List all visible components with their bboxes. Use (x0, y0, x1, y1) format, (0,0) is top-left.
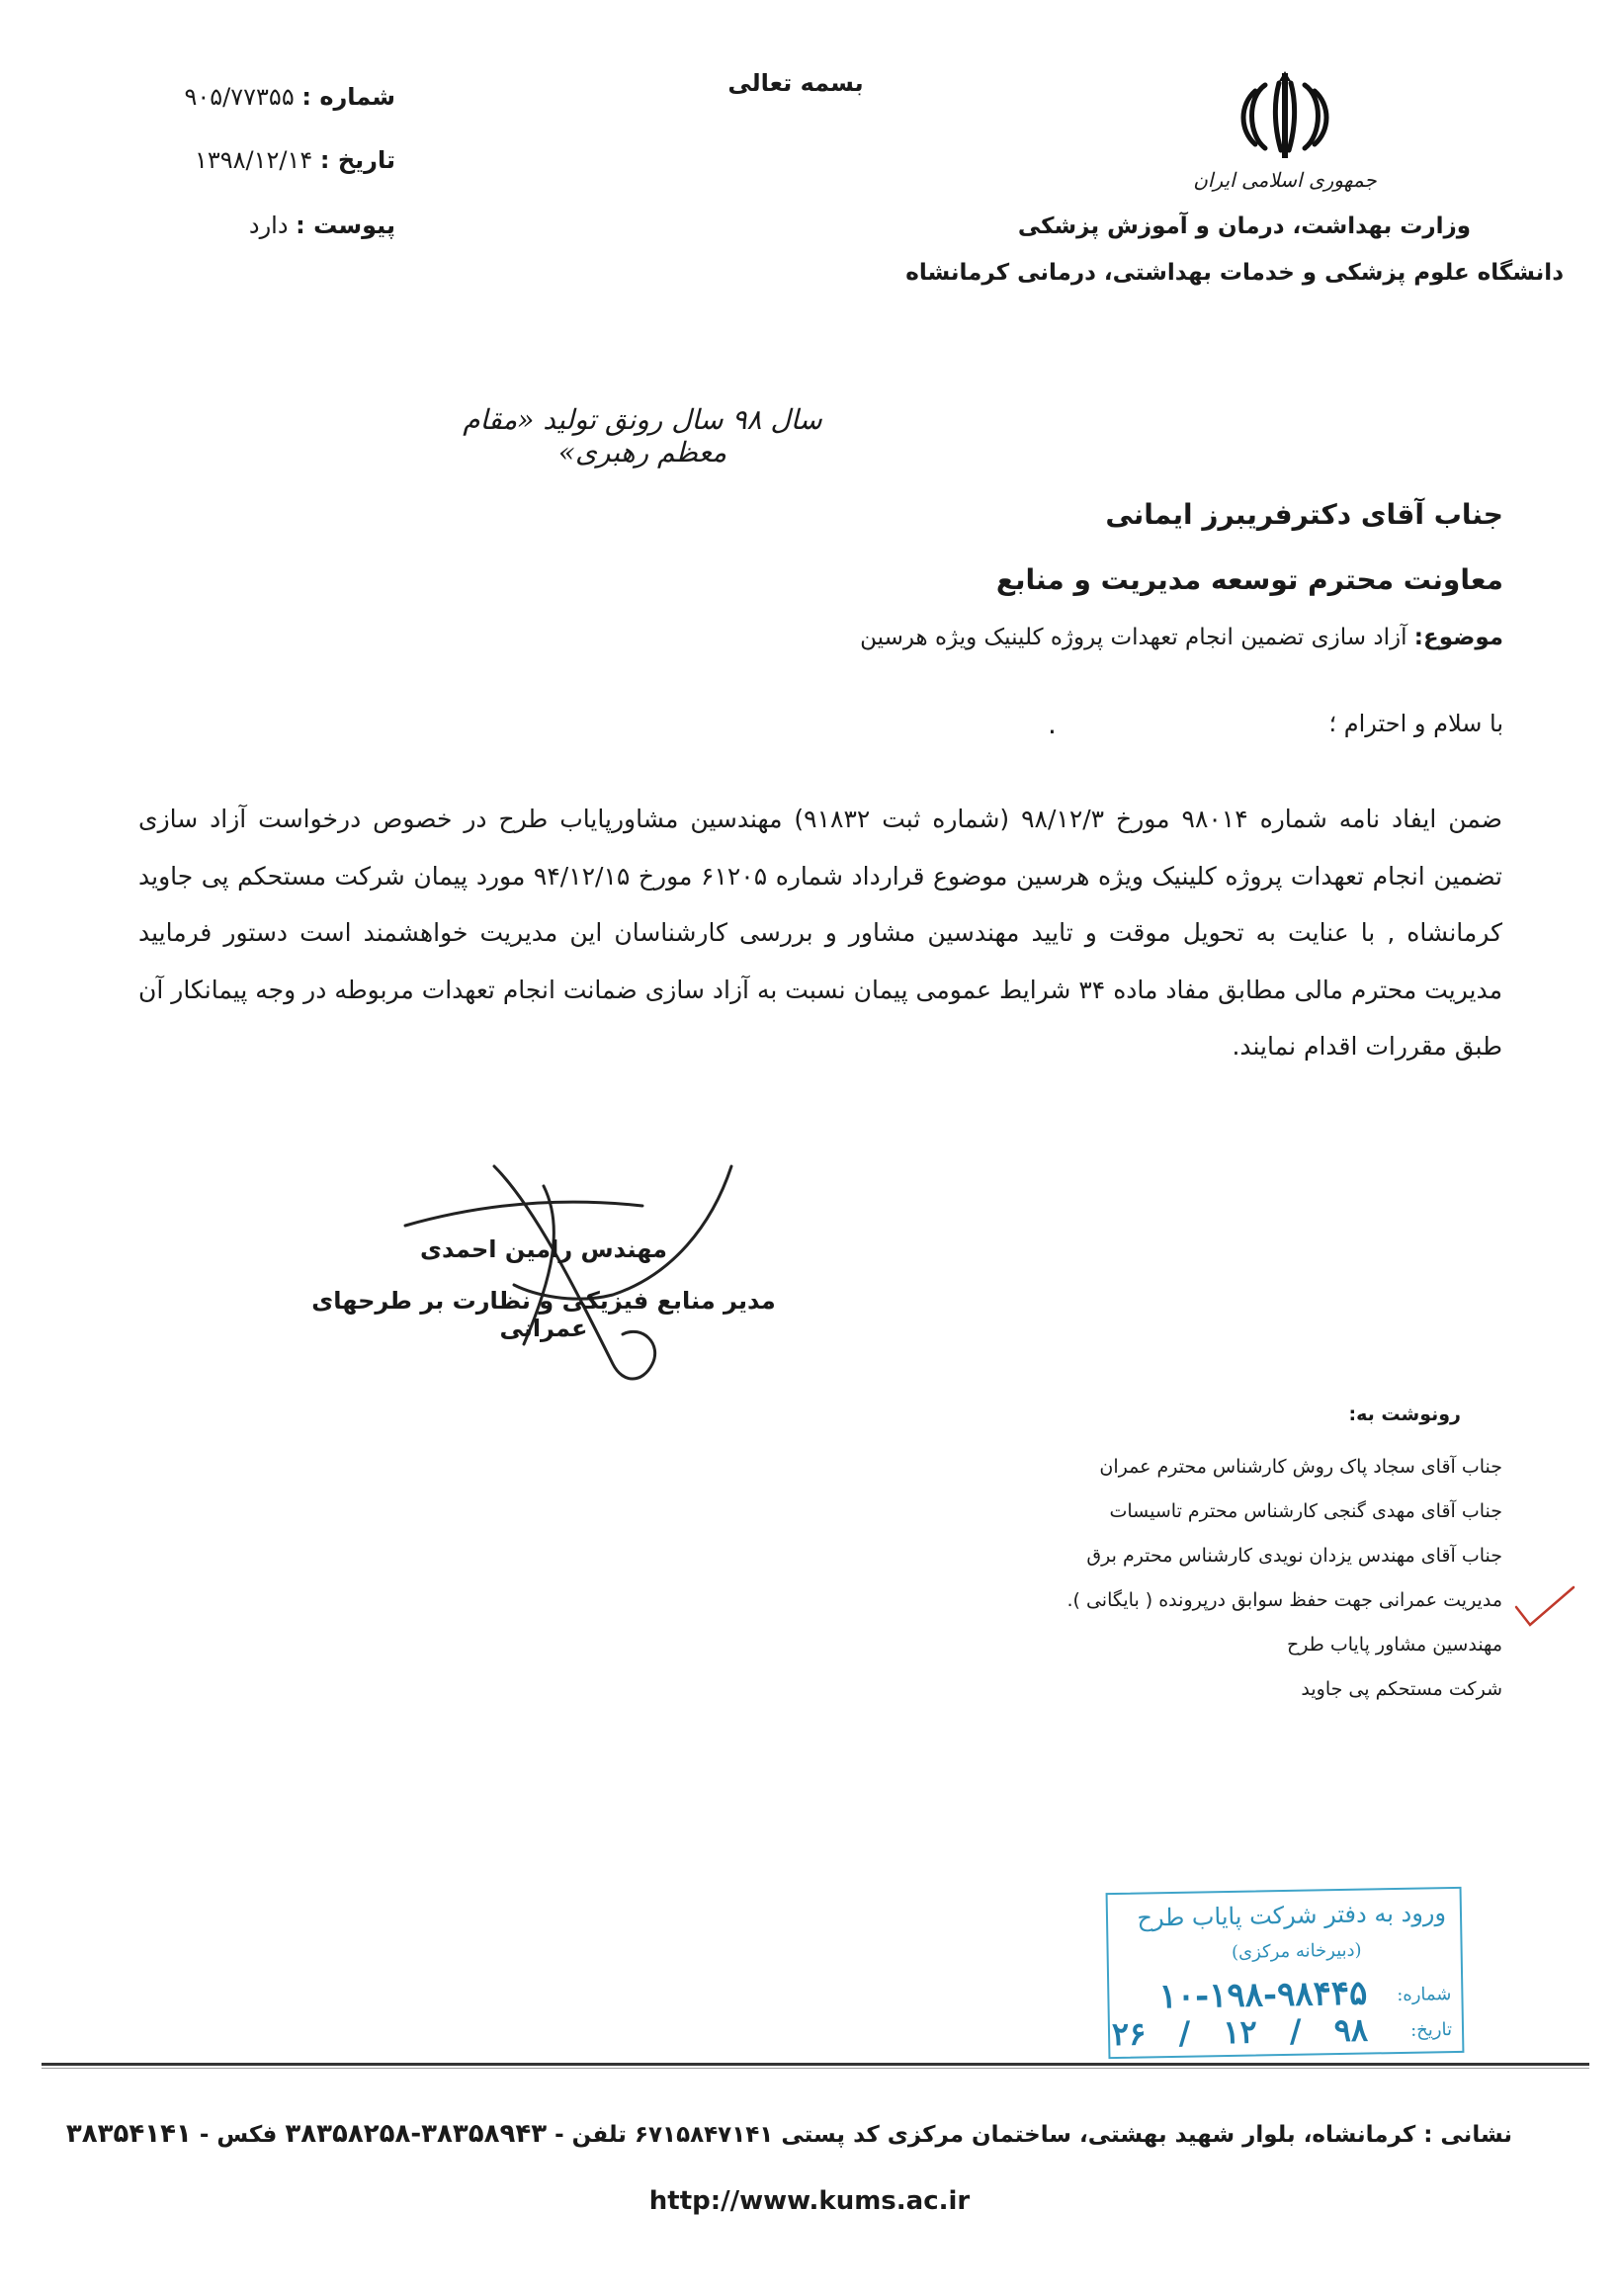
letter-number-label: شماره : (301, 83, 395, 111)
stamp-title: ورود به دفتر شرکت پایاب طرح (1137, 1899, 1447, 1932)
stamp-subtitle: (دبیرخانه مرکزی) (1231, 1939, 1362, 1963)
letter-date (0, 146, 395, 174)
phone-numbers: ۳۸۳۵۸۹۴۳-۳۸۳۵۸۲۵۸ (285, 2119, 548, 2149)
letter-body: ضمن ایفاد نامه شماره ۹۸۰۱۴ مورخ ۹۸/۱۲/۳ (شماره ثبت ۹۱۸۳۲) مهندسین مشاورپایاب طرح در خصوص درخواست آزاد سازی تضمین انجام تعهدات پروژه کلینیک ویژه هرسین موضوع قرارداد شماره ۶۱۲۰۵ مورخ ۹۴/۱۲/۱۵ مورد پیمان شرکت مستحکم پی جاوید کرمانشاه , با عنایت به تحویل موقت و تایید مهندسین مشاور و بررسی کارشناسان این مدیریت خواهشمند است دستور فرمایید مدیریت محترم مالی مطابق مفاد ماده ۳۴ شرایط عمومی پیمان نسبت به آزاد سازی ضمانت انجام تعهدات مربوطه در وجه پیمانکار آن طبق مقررات اقدام نمایند. (138, 805, 1502, 1061)
footer-address (65, 2119, 1512, 2149)
letter-attachment-value: دارد (248, 212, 289, 239)
phone-label: تلفن - (554, 2122, 627, 2148)
footer-divider-thin (42, 2068, 1589, 2069)
greeting: با سلام و احترام ؛ (1328, 710, 1503, 737)
cc-item: مدیریت عمرانی جهت حفظ سوابق درپرونده ( بایگانی ). (1066, 1589, 1502, 1611)
fax-label: فکس - (199, 2122, 278, 2148)
stamp-number-value: ۱۰-۱۹۸-۹۸۴۴۵ (1158, 1973, 1368, 2017)
emblem-caption: جمهوری اسلامی ایران (1193, 168, 1377, 192)
letter-date-label: تاریخ : (319, 146, 395, 174)
basmala: بسمه تعالی (727, 69, 864, 97)
letter-attachment (0, 212, 395, 239)
letter-number-value: ۹۰۵/۷۷۳۵۵ (184, 83, 295, 111)
iran-emblem-icon (1226, 65, 1344, 164)
website-link[interactable]: http://www.kums.ac.ir (648, 2186, 971, 2216)
cc-item: جناب آقای مهندس یزدان نویدی کارشناس محترم برق (1086, 1545, 1502, 1567)
cc-list (1066, 1445, 1502, 1712)
cc-item: شرکت مستحکم پی جاوید (1301, 1678, 1502, 1700)
stamp-number-label: شماره: (1397, 1984, 1452, 2006)
address-text: نشانی : کرمانشاه، بلوار شهید بهشتی، ساختمان مرکزی کد پستی (781, 2122, 1512, 2148)
received-stamp (1106, 1887, 1465, 2059)
recipient-name: جناب آقای دکترفریبرز ایمانی (1105, 498, 1503, 531)
fax-number: ۳۸۳۵۴۱۴۱ (65, 2119, 192, 2149)
handwritten-signature (316, 1147, 830, 1403)
letter-number (0, 83, 395, 111)
cc-item: جناب آقای مهدی گنجی کارشناس محترم تاسیسات (1109, 1500, 1502, 1522)
subject-text: آزاد سازی تضمین انجام تعهدات پروژه کلینیک ویژه هرسین (860, 625, 1407, 650)
signatory-name: مهندس رامین احمدی (420, 1235, 667, 1263)
cc-item: مهندسین مشاور پایاب طرح (1286, 1634, 1502, 1656)
signatory-title: مدیر منابع فیزیکی و نظارت بر طرحهای عمرانی (311, 1287, 776, 1342)
check-mark-icon (1510, 1581, 1579, 1631)
stamp-date-label: تاریخ: (1409, 2019, 1453, 2041)
cc-title: رونوشت به: (1348, 1403, 1461, 1425)
ministry-name: وزارت بهداشت، درمان و آموزش پزشکی (1017, 213, 1471, 239)
subject-line (860, 625, 1503, 650)
cc-item: جناب آقای سجاد پاک روش کارشناس محترم عمران (1099, 1456, 1502, 1478)
university-name: دانشگاه علوم پزشکی و خدمات بهداشتی، درمانی کرمانشاه (905, 260, 1564, 286)
footer-divider (42, 2063, 1589, 2066)
stamp-date-value: ۹۸ / ۱۲ / ۲۶ (1111, 2010, 1369, 2054)
year-slogan: سال ۹۸ سال رونق تولید «مقام معظم رهبری» (463, 403, 822, 468)
postal-code: ۶۷۱۵۸۴۷۱۴۱ (634, 2122, 774, 2148)
subject-label: موضوع: (1413, 625, 1503, 650)
letter-attachment-label: پیوست : (296, 212, 395, 239)
letter-date-value: ۱۳۹۸/۱۲/۱۴ (194, 146, 313, 174)
greeting-mark: . (1048, 708, 1057, 740)
recipient-title: معاونت محترم توسعه مدیریت و منابع (995, 563, 1503, 596)
